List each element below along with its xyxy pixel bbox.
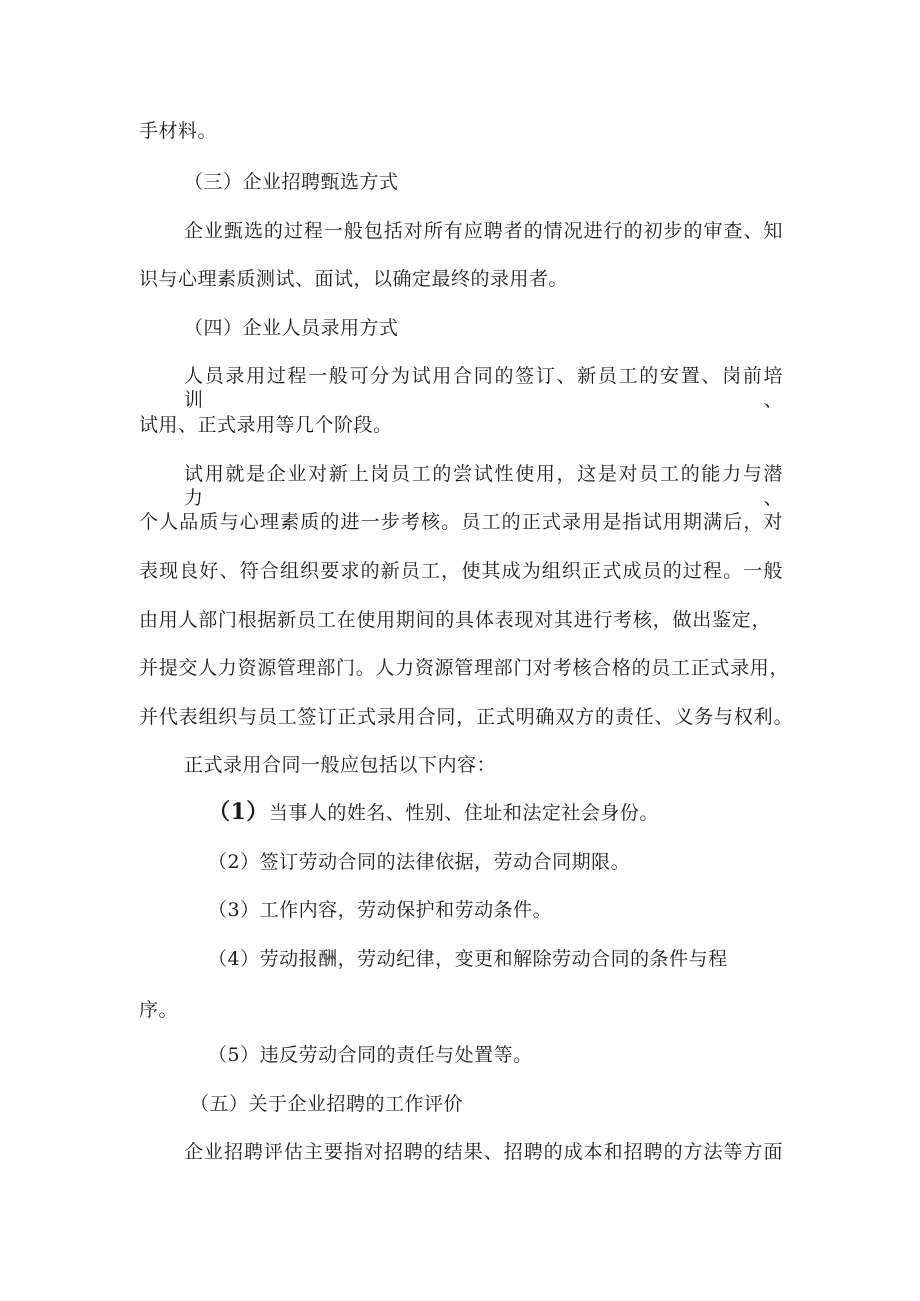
section-heading-3: （三）企业招聘甄选方式: [184, 171, 399, 193]
contract-intro: 正式录用合同一般应包括以下内容：: [184, 754, 497, 776]
paragraph-line: 试用就是企业对新上岗员工的尝试性使用，这是对员工的能力与潜力、: [184, 463, 783, 509]
list-item: [208, 947, 728, 971]
paragraph-line: 企业招聘评估主要指对招聘的结果、招聘的成本和招聘的方法等方面: [184, 1141, 783, 1163]
list-item-number: （2）: [208, 851, 260, 873]
list-item-number: （4）: [208, 948, 260, 970]
list-item-number: （5）: [208, 1044, 260, 1066]
list-item-text: 签订劳动合同的法律依据，劳动合同期限。: [259, 851, 631, 873]
paragraph-line: 识与心理素质测试、面试，以确定最终的录用者。: [139, 268, 569, 290]
paragraph-line: 企业甄选的过程一般包括对所有应聘者的情况进行的初步的审查、知: [184, 220, 783, 242]
paragraph-line: 表现良好、符合组织要求的新员工，使其成为组织正式成员的过程。一般: [139, 560, 783, 582]
paragraph-line: 个人品质与心理素质的进一步考核。员工的正式录用是指试用期满后，对: [139, 511, 783, 533]
paragraph-line: 由用人部门根据新员工在使用期间的具体表现对其进行考核，做出鉴定，: [139, 609, 771, 631]
list-item-text: 违反劳动合同的责任与处置等。: [259, 1044, 533, 1066]
paragraph-line: 人员录用过程一般可分为试用合同的签订、新员工的安置、岗前培训、: [184, 365, 783, 411]
list-item: [208, 850, 630, 874]
list-item-number: （1）: [208, 799, 269, 825]
list-item-text: 劳动报酬，劳动纪律，变更和解除劳动合同的条件与程: [259, 948, 728, 970]
list-item-number: （3）: [208, 899, 260, 921]
list-item: [208, 898, 552, 922]
list-item: [208, 1043, 533, 1067]
paragraph-line: 并提交人力资源管理部门。人力资源管理部门对考核合格的员工正式录用，: [139, 657, 789, 679]
list-item-text: 当事人的姓名、性别、住址和法定社会身份。: [268, 802, 659, 824]
paragraph-line: 并代表组织与员工签订正式录用合同，正式明确双方的责任、义务与权利。: [139, 706, 793, 728]
list-item-text: 工作内容，劳动保护和劳动条件。: [259, 899, 553, 921]
paragraph-line: 试用、正式录用等几个阶段。: [139, 414, 393, 436]
section-heading-4: （四）企业人员录用方式: [184, 317, 399, 339]
paragraph-line: 手材料。: [139, 120, 218, 142]
list-item-continuation: 序。: [139, 999, 179, 1021]
list-item: [208, 800, 659, 825]
section-heading-5: （五）关于企业招聘的工作评价: [190, 1093, 464, 1115]
